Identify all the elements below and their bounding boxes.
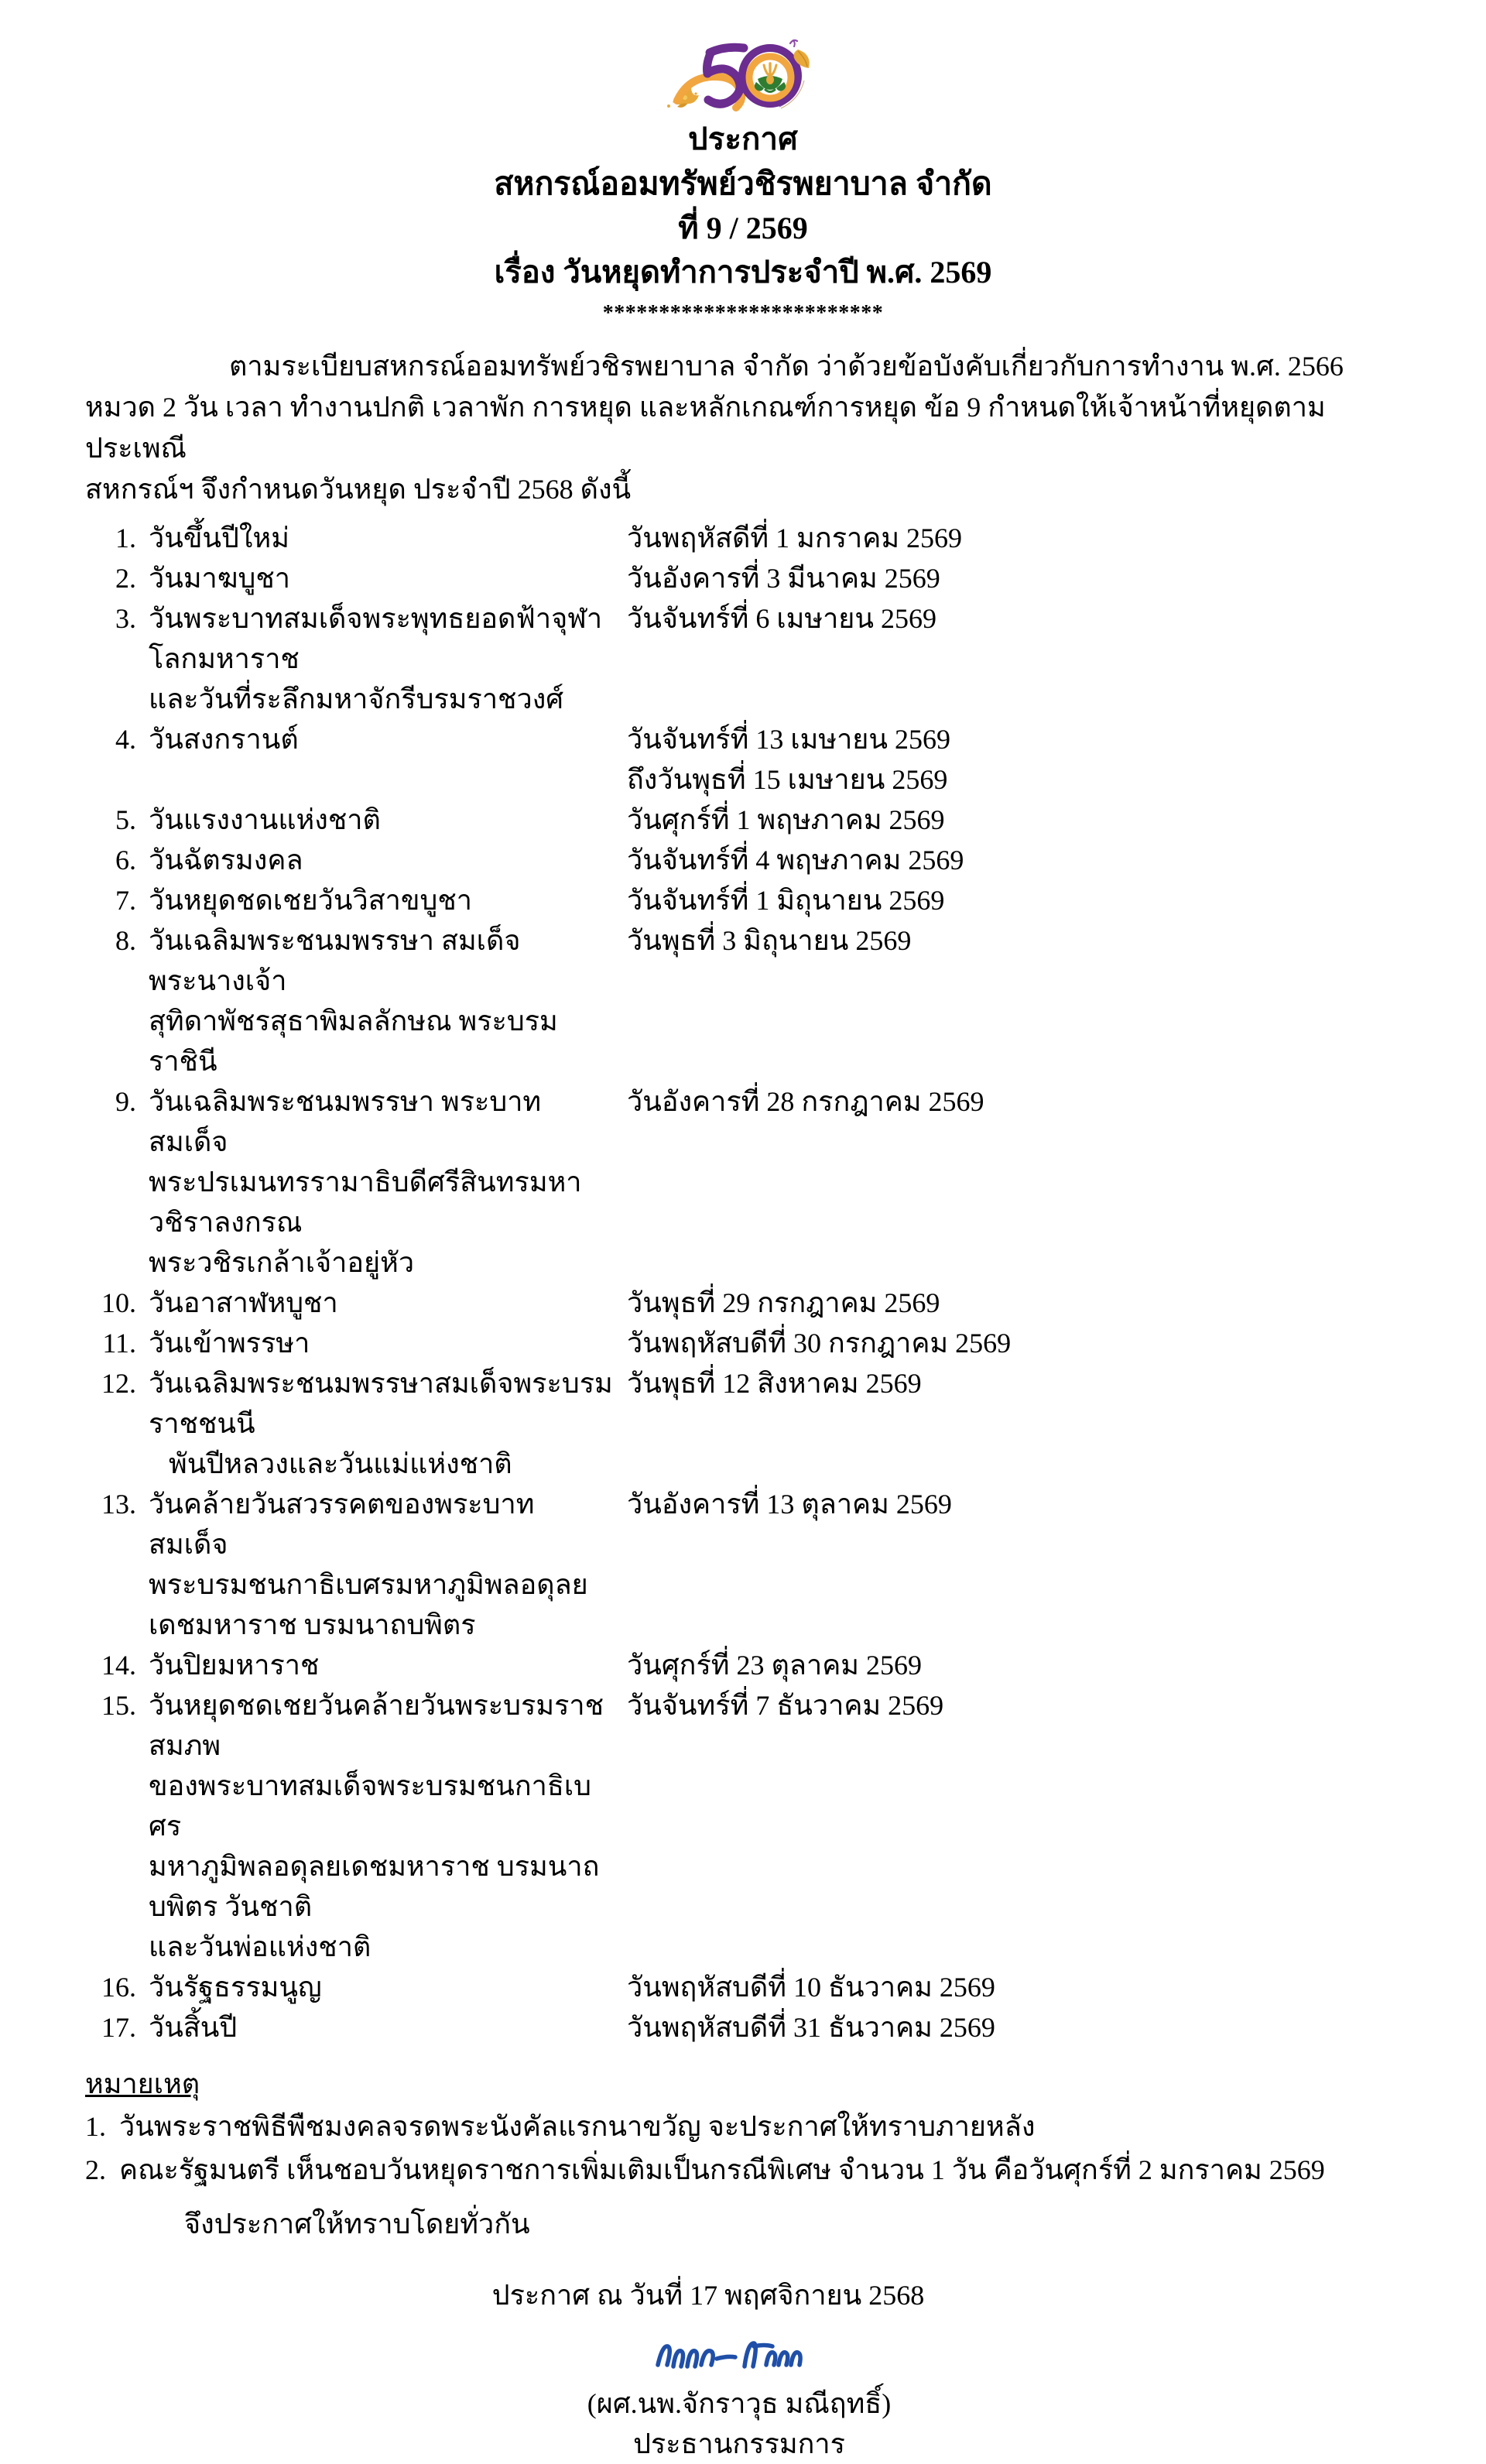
holiday-body (149, 920, 1401, 1001)
holiday-body (149, 558, 1401, 598)
holiday-name: วันมาฆบูชา (149, 563, 290, 594)
holiday-name-continuation: สุทิดาพัชรสุธาพิมลลักษณ พระบรมราชินี (149, 1006, 558, 1077)
holiday-continuation-row (85, 1444, 1401, 1484)
holiday-number: 5. (115, 804, 136, 835)
promulgation-date: ประกาศ ณ วันที่ 17 พฤศจิกายน 2568 (491, 2280, 925, 2311)
emblem-icon (755, 63, 786, 92)
holiday-name: วันคล้ายวันสวรรคตของพระบาทสมเด็จ (149, 1489, 535, 1560)
holiday-continuation-row (85, 1846, 1401, 1927)
holiday-number: 10. (101, 1287, 136, 1318)
holiday-date: วันพฤหัสบดีที่ 30 กรกฎาคม 2569 (627, 1328, 1012, 1359)
holiday-name-continuation: พันปีหลวงและวันแม่แห่งชาติ (169, 1448, 512, 1479)
signatory-name: (ผศ.นพ.จักราวุธ มณีฤทธิ์) (587, 2388, 892, 2419)
holiday-row (85, 840, 1401, 880)
holiday-body (149, 1323, 1401, 1363)
holiday-number: 14. (101, 1650, 136, 1681)
holiday-name-continuation: ของพระบาทสมเด็จพระบรมชนกาธิเบศร (149, 1770, 591, 1842)
holiday-number: 9. (115, 1086, 136, 1117)
holiday-row (85, 1323, 1401, 1363)
holiday-row (85, 920, 1401, 1001)
holiday-number: 8. (115, 925, 136, 956)
holiday-date-continuation (613, 1564, 1401, 1645)
holiday-row (85, 1363, 1401, 1444)
note-number: 2. (85, 2154, 106, 2185)
holiday-continuation-gutter (85, 1564, 149, 1645)
holiday-continuation-row (85, 1927, 1401, 1967)
holiday-name: วันหยุดชดเชยวันวิสาขบูชา (149, 885, 473, 916)
note-row (85, 2105, 1401, 2148)
holiday-name: วันหยุดชดเชยวันคล้ายวันพระบรมราชสมภพ (149, 1690, 604, 1761)
holiday-number: 6. (115, 845, 136, 876)
holiday-continuation-row (85, 1564, 1401, 1645)
note-text: คณะรัฐมนตรี เห็นชอบวันหยุดราชการเพิ่มเติมเป็นกรณีพิเศษ จำนวน 1 วัน คือวันศุกร์ที่ 2 มกราคม 2569 (119, 2154, 1325, 2185)
holiday-number: 16. (101, 1972, 136, 2003)
holiday-row (85, 1645, 1401, 1685)
holiday-name-continuation: พระปรเมนทรรามาธิบดีศรีสินทรมหาวชิราลงกรณ (149, 1167, 582, 1238)
holiday-name-continuation: และวันที่ระลึกมหาจักรีบรมราชวงศ์ (149, 684, 564, 715)
notes-heading: หมายเหตุ (85, 2068, 200, 2099)
holiday-date: วันพฤหัสบดีที่ 10 ธันวาคม 2569 (627, 1972, 995, 2003)
holiday-continuation-gutter (85, 1242, 149, 1283)
holiday-row (85, 800, 1401, 840)
holiday-body (149, 800, 1401, 840)
holiday-body (149, 880, 1401, 920)
holiday-row (85, 1967, 1401, 2007)
50-anniversary-logo (662, 36, 824, 116)
holiday-date: วันพุธที่ 3 มิถุนายน 2569 (627, 925, 912, 956)
holiday-name: วันเข้าพรรษา (149, 1328, 310, 1359)
holiday-row (85, 1283, 1401, 1323)
asterisk-divider: ************************* (602, 301, 884, 325)
holiday-body (149, 1967, 1401, 2007)
holiday-date: วันอังคารที่ 3 มีนาคม 2569 (627, 563, 940, 594)
holiday-continuation-row (85, 1001, 1401, 1081)
signature-mark-wrap (85, 2326, 1393, 2380)
holiday-body (149, 518, 1401, 558)
holiday-name: วันรัฐธรรมนูญ (149, 1972, 322, 2003)
holiday-name-continuation: และวันพ่อแห่งชาติ (149, 1931, 372, 1962)
holiday-body (149, 719, 1401, 759)
holiday-body (149, 2007, 1401, 2048)
logo-container (85, 0, 1401, 115)
holiday-date-continuation (633, 1444, 1401, 1484)
holiday-name-continuation: มหาภูมิพลอดุลยเดชมหาราช บรมนาถบพิตร วันชาติ (149, 1851, 600, 1922)
holiday-name-continuation (149, 759, 613, 800)
holiday-body (149, 840, 1401, 880)
holiday-continuation-row (85, 1162, 1401, 1242)
holiday-continuation-gutter (85, 1444, 149, 1484)
intro-line-3: สหกรณ์ฯ จึงกำหนดวันหยุด ประจำปี 2568 ดังนี้ (85, 474, 632, 505)
holiday-body (149, 1081, 1401, 1162)
holiday-number: 1. (115, 523, 136, 553)
holiday-row (85, 558, 1401, 598)
holiday-date: วันพุธที่ 29 กรกฎาคม 2569 (627, 1287, 940, 1318)
holiday-number: 15. (101, 1690, 136, 1721)
intro-paragraph (85, 346, 1401, 510)
holiday-continuation-row (85, 1766, 1401, 1846)
closing-notice: จึงประกาศให้ทราบโดยทั่วกัน (184, 2209, 530, 2240)
holiday-row (85, 719, 1401, 759)
note-number: 1. (85, 2111, 106, 2142)
signatory-title: ประธานกรรมการ (633, 2428, 845, 2459)
holiday-continuation-gutter (85, 679, 149, 719)
holiday-date-continuation (613, 1846, 1401, 1927)
holiday-name-continuation: พระบรมชนกาธิเบศรมหาภูมิพลอดุลยเดชมหาราช บรมนาถบพิตร (149, 1569, 588, 1640)
holiday-number: 3. (115, 603, 136, 634)
holiday-name: วันอาสาฬหบูชา (149, 1287, 338, 1318)
holiday-list (85, 518, 1401, 2048)
holiday-continuation-gutter (85, 1927, 149, 1967)
holiday-body (149, 1363, 1401, 1444)
holiday-date-continuation (613, 1001, 1401, 1081)
holiday-name: วันเฉลิมพระชนมพรรษา พระบาทสมเด็จ (149, 1086, 542, 1157)
holiday-name: วันสิ้นปี (149, 2012, 238, 2043)
holiday-body (149, 1283, 1401, 1323)
holiday-date: วันอังคารที่ 13 ตุลาคม 2569 (627, 1489, 952, 1520)
holiday-date: วันจันทร์ที่ 6 เมษายน 2569 (627, 603, 937, 634)
announcement-label: ประกาศ (688, 122, 798, 156)
holiday-date-continuation: ถึงวันพุธที่ 15 เมษายน 2569 (627, 764, 948, 795)
handwritten-signature (650, 2332, 828, 2380)
holiday-date-continuation (613, 679, 1401, 719)
holiday-number: 12. (101, 1368, 136, 1399)
organization-name: สหกรณ์ออมทรัพย์วชิรพยาบาล จำกัด (494, 166, 992, 201)
holiday-continuation-gutter (85, 1162, 149, 1242)
holiday-number: 17. (101, 2012, 136, 2043)
holiday-date-continuation (613, 1766, 1401, 1846)
holiday-body (149, 1645, 1401, 1685)
holiday-date: วันศุกร์ที่ 23 ตุลาคม 2569 (627, 1650, 923, 1681)
intro-line-2: หมวด 2 วัน เวลา ทำงานปกติ เวลาพัก การหยุด และหลักเกณฑ์การหยุด ข้อ 9 กำหนดให้เจ้าหน้าที่หยุดตามประเพณี (85, 392, 1326, 464)
signature-block (85, 2326, 1401, 2464)
holiday-number: 11. (102, 1328, 136, 1359)
holiday-body (149, 598, 1401, 679)
holiday-name: วันเฉลิมพระชนมพรรษาสมเด็จพระบรมราชชนนี (149, 1368, 613, 1439)
holiday-date-continuation (613, 1162, 1401, 1242)
holiday-date: วันจันทร์ที่ 13 เมษายน 2569 (627, 724, 951, 755)
holiday-row (85, 1081, 1401, 1162)
holiday-row (85, 598, 1401, 679)
holiday-date: วันศุกร์ที่ 1 พฤษภาคม 2569 (627, 804, 945, 835)
notes-list (85, 2105, 1401, 2192)
note-row (85, 2148, 1401, 2192)
holiday-continuation-gutter (85, 1766, 149, 1846)
intro-line-1: ตามระเบียบสหกรณ์ออมทรัพย์วชิรพยาบาล จำกัด ว่าด้วยข้อบังคับเกี่ยวกับการทำงาน พ.ศ. 2566 (229, 351, 1344, 382)
holiday-row (85, 880, 1401, 920)
holiday-row (85, 1685, 1401, 1766)
holiday-number: 7. (115, 885, 136, 916)
holiday-body (149, 1484, 1401, 1564)
holiday-continuation-row (85, 679, 1401, 719)
holiday-number: 4. (115, 724, 136, 755)
holiday-date: วันจันทร์ที่ 4 พฤษภาคม 2569 (627, 845, 964, 876)
announcement-number: ที่ 9 / 2569 (678, 211, 808, 245)
holiday-date-continuation (613, 1927, 1401, 1967)
notes-section (85, 2048, 1401, 2192)
holiday-name: วันสงกรานต์ (149, 724, 299, 755)
holiday-continuation-gutter (85, 1001, 149, 1081)
holiday-name: วันพระบาทสมเด็จพระพุทธยอดฟ้าจุฬาโลกมหาราช (149, 603, 603, 674)
announcement-subject: เรื่อง วันหยุดทำการประจำปี พ.ศ. 2569 (494, 255, 992, 290)
holiday-body (149, 1685, 1401, 1766)
note-text: วันพระราชพิธีพืชมงคลจรดพระนังคัลแรกนาขวัญ จะประกาศให้ทราบภายหลัง (119, 2111, 1036, 2142)
holiday-row (85, 518, 1401, 558)
header-block (85, 118, 1401, 329)
holiday-name: วันแรงงานแห่งชาติ (149, 804, 381, 835)
holiday-row (85, 2007, 1401, 2048)
holiday-continuation-gutter (85, 759, 149, 800)
holiday-date-continuation (613, 1242, 1401, 1283)
holiday-name: วันปิยมหาราช (149, 1650, 320, 1681)
holiday-continuation-gutter (85, 1846, 149, 1927)
holiday-date: วันจันทร์ที่ 1 มิถุนายน 2569 (627, 885, 945, 916)
holiday-row (85, 1484, 1401, 1564)
holiday-continuation-row (85, 759, 1401, 800)
holiday-date: วันจันทร์ที่ 7 ธันวาคม 2569 (627, 1690, 944, 1721)
holiday-date: วันพฤหัสดีที่ 1 มกราคม 2569 (627, 523, 963, 553)
holiday-date: วันพฤหัสบดีที่ 31 ธันวาคม 2569 (627, 2012, 995, 2043)
holiday-date: วันพุธที่ 12 สิงหาคม 2569 (627, 1368, 922, 1399)
holiday-name: วันขึ้นปีใหม่ (149, 523, 289, 553)
holiday-name: วันเฉลิมพระชนมพรรษา สมเด็จพระนางเจ้า (149, 925, 521, 996)
holiday-number: 2. (115, 563, 136, 594)
holiday-continuation-row (85, 1242, 1401, 1283)
holiday-number: 13. (101, 1489, 136, 1520)
holiday-name: วันฉัตรมงคล (149, 845, 303, 876)
holiday-date: วันอังคารที่ 28 กรกฎาคม 2569 (627, 1086, 984, 1117)
holiday-name-continuation: พระวชิรเกล้าเจ้าอยู่หัว (149, 1247, 415, 1278)
